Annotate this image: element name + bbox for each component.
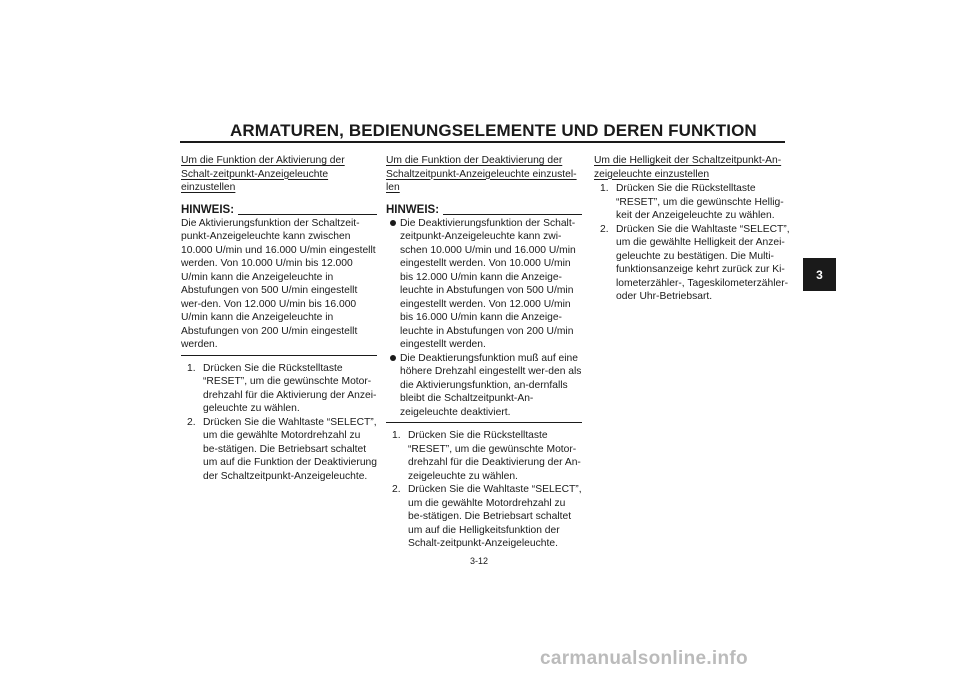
step-list (181, 362, 377, 484)
step-text: Drücken Sie die Wahltaste “SELECT”, um die gewählte Motordrehzahl zu be-stätigen. Die Betriebsart schaltet um auf die Funktion der Deaktivierung der Schaltzeitpunkt-Anzeigeleuchte. (203, 416, 377, 482)
note-box (181, 204, 377, 356)
step-text: Drücken Sie die Rückstelltaste “RESET”, um die gewünschte Motor-drehzahl für die Deaktivierung der An-zeigeleuchte zu wählen. (408, 430, 581, 482)
step-number: 1. (392, 430, 401, 441)
step-item (386, 483, 582, 551)
step-list (386, 429, 582, 551)
note-label: HINWEIS: (181, 203, 235, 216)
step-item (594, 223, 790, 304)
column-activation (181, 154, 377, 483)
page-number: 3-12 (470, 556, 489, 566)
note-bullet-list (386, 217, 582, 420)
step-item (386, 429, 582, 483)
step-number: 2. (187, 416, 196, 428)
chapter-tab: 3 (803, 258, 836, 291)
note-title-rule (443, 214, 582, 215)
note-title (181, 204, 377, 217)
step-text: Drücken Sie die Rückstelltaste “RESET”, um die gewünschte Motor-drehzahl für die Aktivierung der Anzei-geleuchte zu wählen. (203, 362, 377, 414)
step-item (594, 182, 790, 223)
page-title: ARMATUREN, BEDIENUNGSELEMENTE UND DEREN FUNKTION (230, 121, 757, 140)
step-list (594, 182, 790, 304)
section-heading-activation: Um die Funktion der Aktivierung der Schalt-zeitpunkt-Anzeigeleuchte einzustellen (181, 155, 345, 193)
note-title-rule (238, 214, 377, 215)
step-number: 2. (392, 484, 401, 495)
header-rule (180, 141, 785, 143)
step-number: 2. (600, 223, 609, 235)
step-number: 1. (600, 183, 609, 194)
bullet-icon (390, 220, 396, 226)
step-item (181, 416, 377, 484)
note-title (386, 204, 582, 217)
note-label: HINWEIS: (386, 203, 440, 216)
note-bullet (386, 352, 582, 420)
watermark: carmanualsonline.info (540, 648, 748, 669)
step-text: Drücken Sie die Rückstelltaste “RESET”, um die gewünschte Hellig-keit der Anzeigeleuchte zu wählen. (616, 183, 784, 221)
step-number: 1. (187, 362, 196, 374)
note-bullet (386, 217, 582, 352)
note-text: Die Aktivierungsfunktion der Schaltzeit-punkt-Anzeigeleuchte kann zwischen 10.000 U/min und 16.000 U/min eingestellt werden. Von 10.000 U/min bis 12.000 U/min kann die Anzeigeleuchte in Abstufungen von 500 U/min eingestellt wer-den. Von 12.000 U/min bis 16.000 U/min kann die Anzeigeleuchte in Abstufungen von 200 U/min eingestellt werden. (181, 217, 376, 350)
step-item (181, 362, 377, 416)
step-text: Drücken Sie die Wahltaste “SELECT”, um die gewählte Helligkeit der Anzei-geleuchte zu bestätigen. Die Multi-funktionsanzeige kehrt zurück zur Ki-lometerzähler-, Tageskilometerzähler- oder Uhr-Betriebsart. (616, 223, 790, 302)
section-heading-brightness: Um die Helligkeit der Schaltzeitpunkt-An-zeigeleuchte einzustellen (594, 155, 782, 180)
bullet-icon (390, 355, 396, 361)
column-deactivation (386, 154, 582, 551)
section-heading-deactivation: Um die Funktion der Deaktivierung der Schaltzeitpunkt-Anzeigeleuchte einzustel-len (386, 155, 577, 193)
bullet-text: Die Deaktierungsfunktion muß auf eine höhere Drehzahl eingestellt wer-den als die Aktivierungsfunktion, an-dernfalls bleibt die Schaltzeitpunkt-An-zeigeleuchte deaktiviert. (400, 352, 582, 418)
note-box (386, 204, 582, 424)
bullet-text: Die Deaktivierungsfunktion der Schalt-zeitpunkt-Anzeigeleuchte kann zwi-schen 10.000 U/min und 16.000 U/min eingestellt werden. Von 10.000 U/min bis 12.000 U/min kann die Anzeige-leuchte in Abstufungen von 500 U/min eingestellt werden. Von 12.000 U/min bis 16.000 U/min kann die Anzeige-leuchte in Abstufungen von 200 U/min eingestellt werden. (400, 217, 576, 350)
column-brightness (594, 154, 790, 304)
step-text: Drücken Sie die Wahltaste “SELECT”, um die gewählte Motordrehzahl zu be-stätigen. Die Betriebsart schaltet um auf die Helligkeitsfunktion der Schalt-zeitpunkt-Anzeigeleuchte. (408, 484, 582, 549)
